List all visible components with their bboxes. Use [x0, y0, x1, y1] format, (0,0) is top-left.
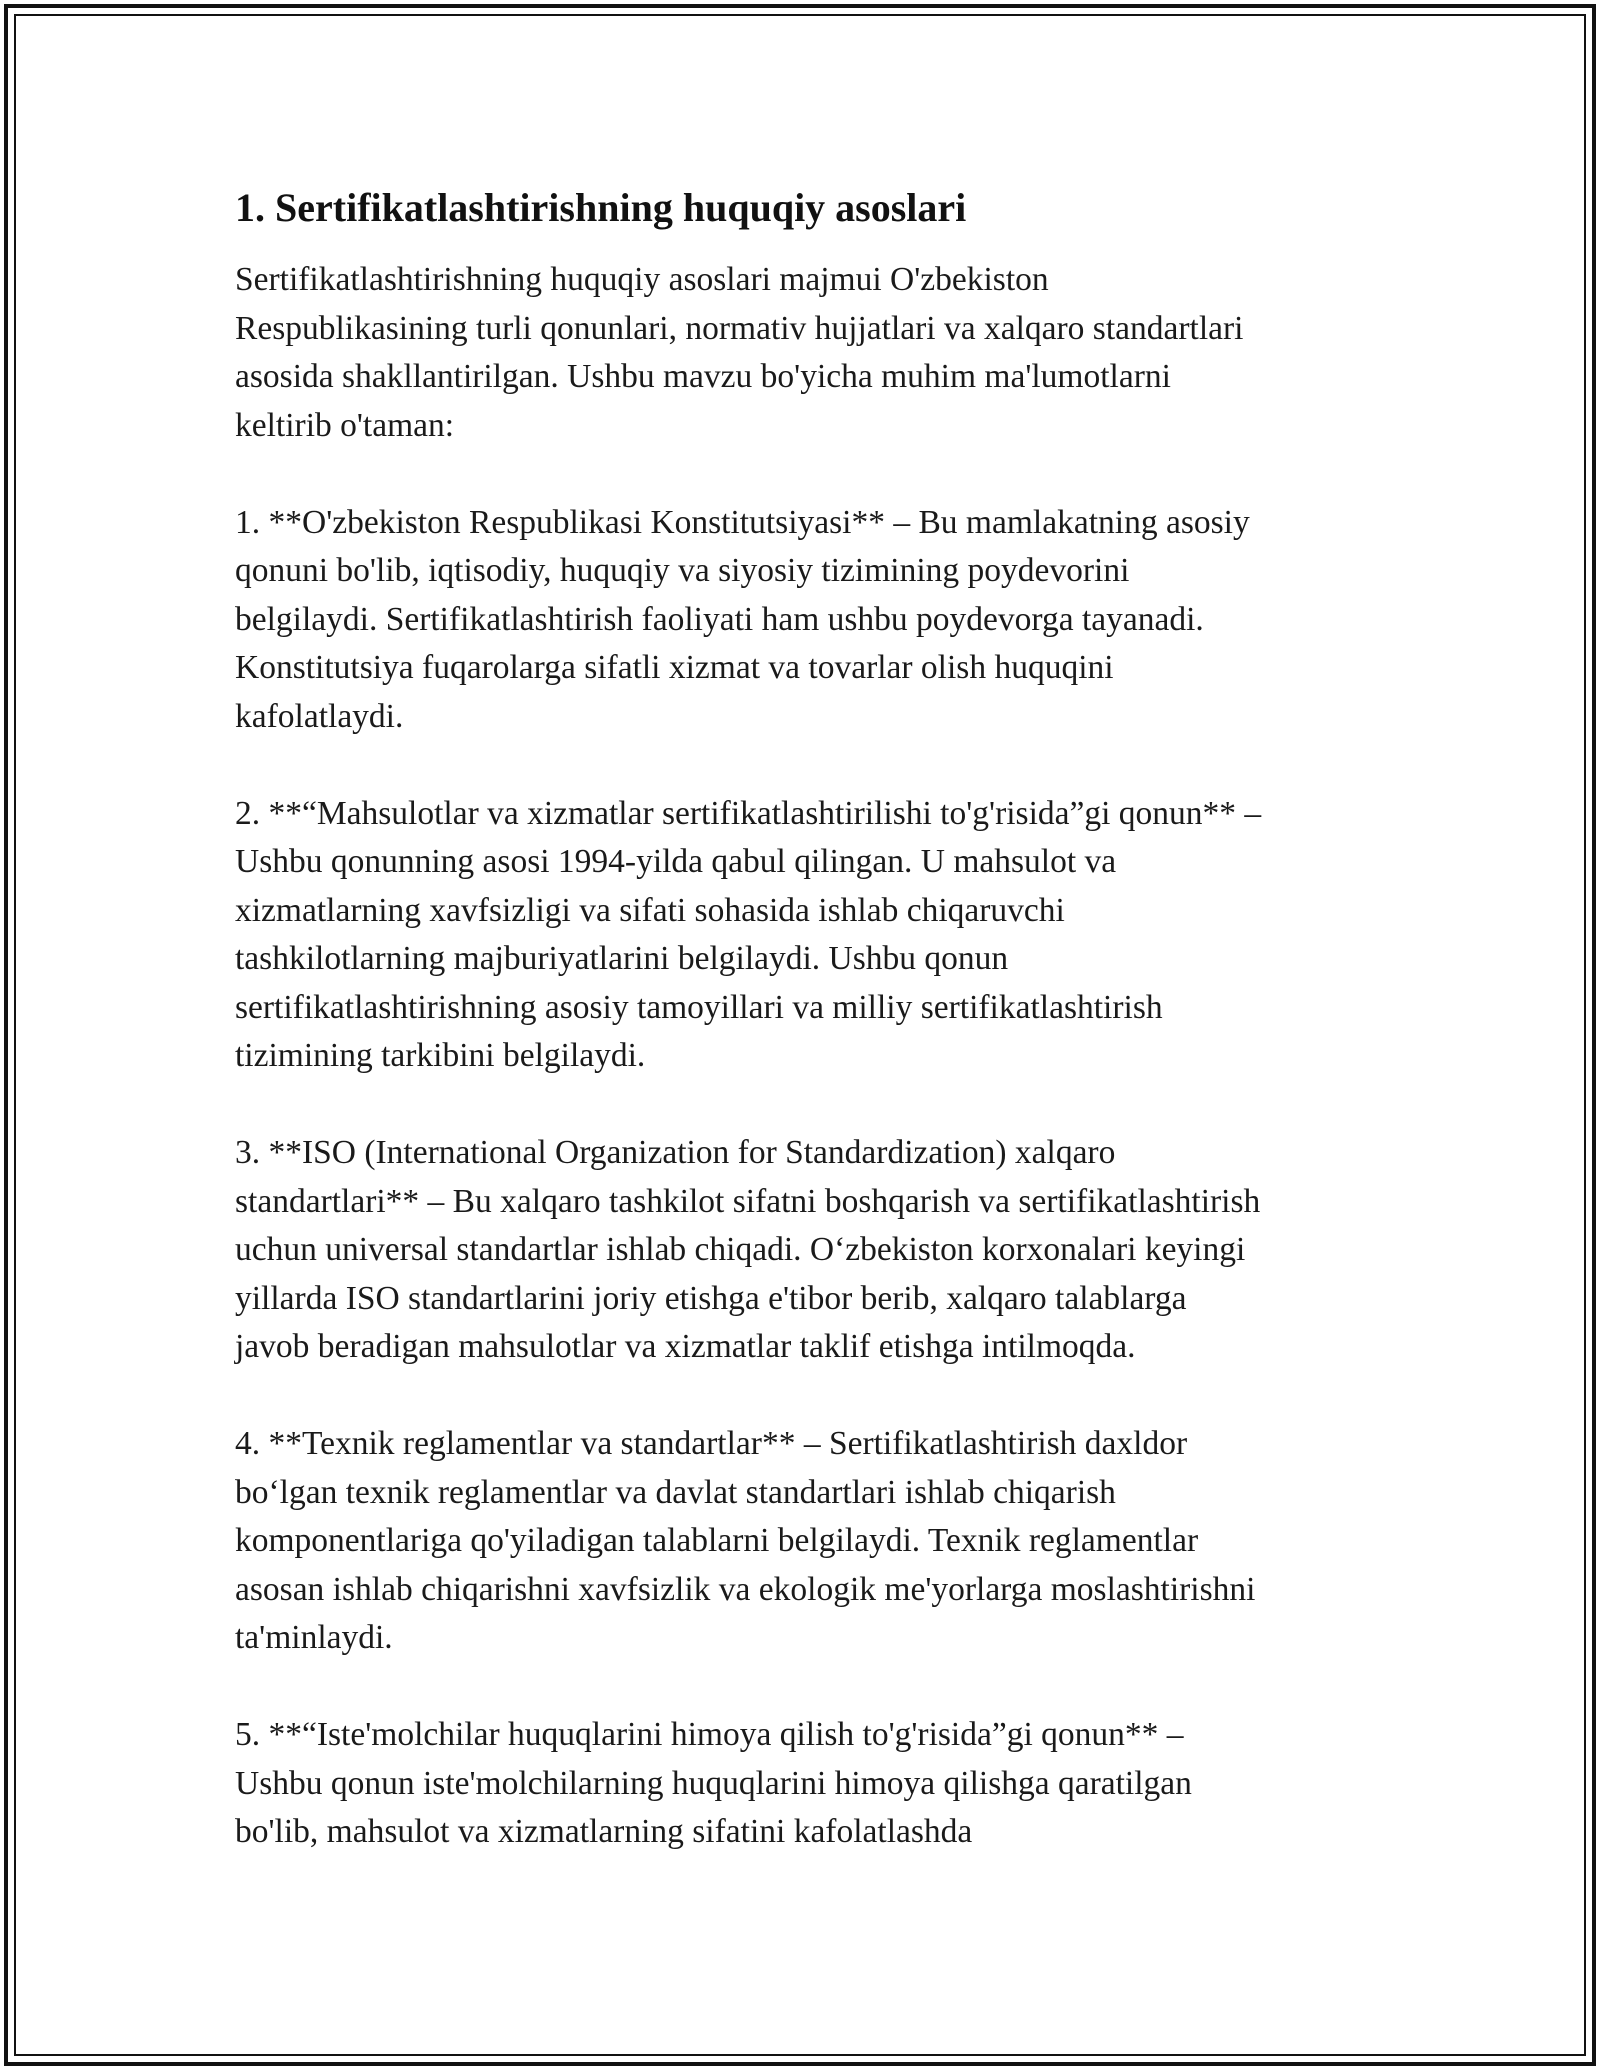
list-item-iso-standards: 3. **ISO (International Organization for Standardization) xalqaro standartlari** – Bu xalqaro tashkilot sifatni boshqarish va sertifikatlashtirish uchun universal standartlar ishlab chiqadi. O‘zbekiston korxonalari keyingi yillarda ISO standartlarini joriy etishga e'tibor berib, xalqaro talablarga javob beradigan mahsulotlar va xizmatlar taklif etishga intilmoqda. [235, 1134, 1261, 1365]
list-item-certification-law: 2. **“Mahsulotlar va xizmatlar sertifikatlashtirilishi to'g'risida”gi qonun** – Ushbu qonunning asosi 1994-yilda qabul qilingan. U mahsulot va xizmatlarning xavfsizligi va sifati sohasida ishlab chiqaruvchi tashkilotlarning majburiyatlarini belgilaydi. Ushbu qonun sertifikatlashtirishning asosiy tamoyillari va milliy sertifikatlashtirish tizimining tarkibini belgilaydi. [235, 794, 1262, 1074]
section-heading: 1. Sertifikatlashtirishning huquqiy asoslari [235, 185, 967, 230]
list-item-constitution: 1. **O'zbekiston Respublikasi Konstitutsiyasi** – Bu mamlakatning asosiy qonuni bo'lib, iqtisodiy, huquqiy va siyosiy tizimining poydevorini belgilaydi. Sertifikatlashtirish faoliyati ham ushbu poydevorga tayanadi. Konstitutsiya fuqarolarga sifatli xizmat va tovarlar olish huquqini kafolatlaydi. [235, 503, 1250, 735]
list-item-consumer-rights-law: 5. **“Iste'molchilar huquqlarini himoya qilish to'g'risida”gi qonun** – Ushbu qonun iste'molchilarning huquqlarini himoya qilishga qaratilgan bo'lib, mahsulot va xizmatlarning sifatini kafolatlashda [235, 1716, 1192, 1850]
list-item-technical-regulations: 4. **Texnik reglamentlar va standartlar** – Sertifikatlashtirish daxldor bo‘lgan texnik reglamentlar va davlat standartlari ishlab chiqarish komponentlariga qo'yiladigan talablarni belgilaydi. Texnik reglamentlar asosan ishlab chiqarishni xavfsizlik va ekologik me'yorlarga moslashtirishni ta'minlaydi. [235, 1425, 1256, 1656]
document-body [235, 182, 1365, 1857]
intro-paragraph: Sertifikatlashtirishning huquqiy asoslari majmui O'zbekiston Respublikasining turli qonunlari, normativ hujjatlari va xalqaro standartlari asosida shakllantirilgan. Ushbu mavzu bo'yicha muhim ma'lumotlarni keltirib o'taman: [235, 261, 1244, 444]
